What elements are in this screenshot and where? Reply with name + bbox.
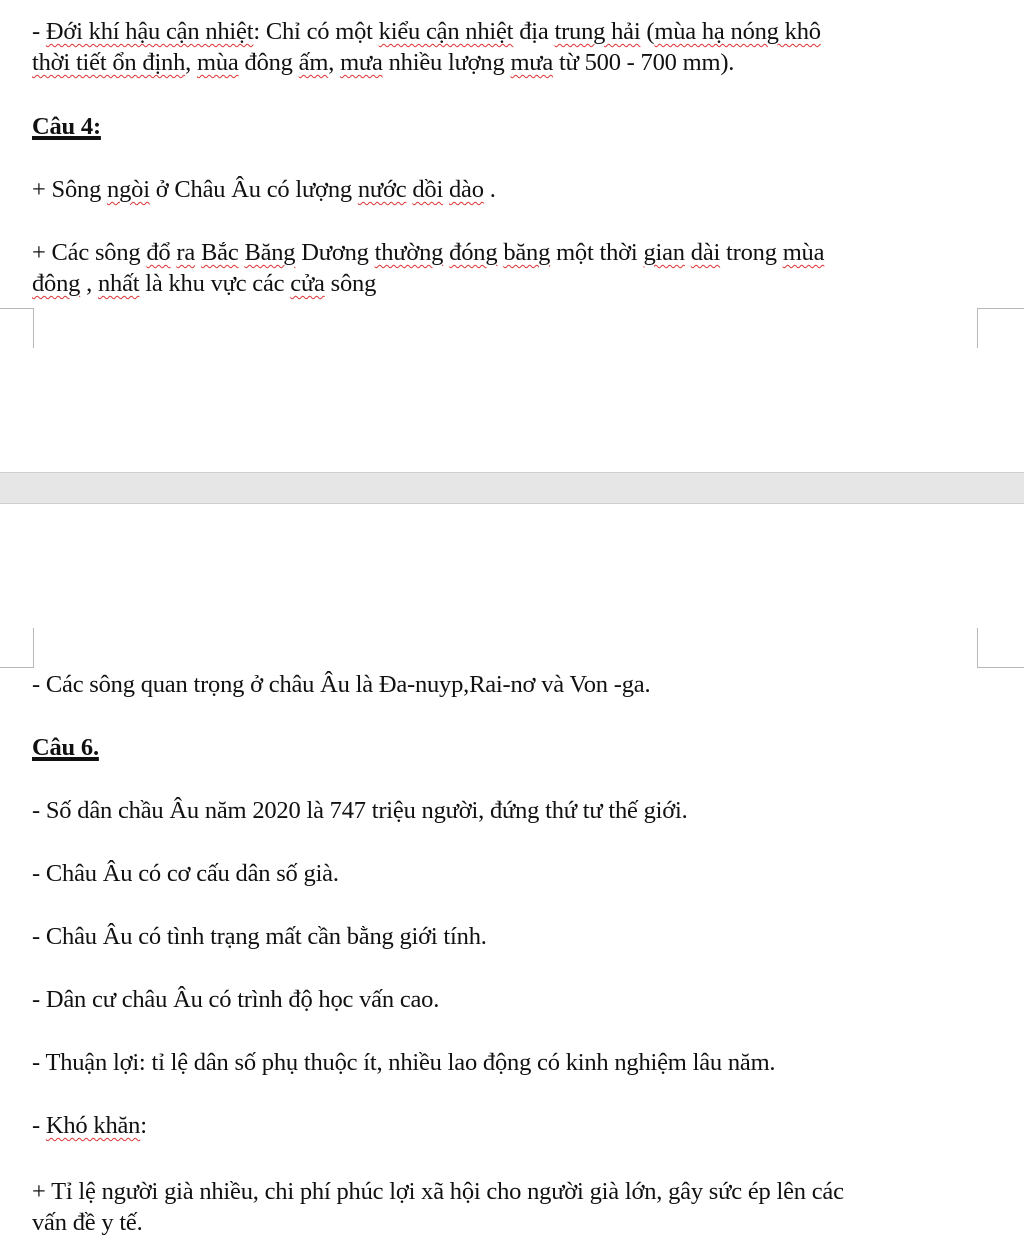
spellcheck-flagged-text[interactable]: trung hải: [554, 18, 641, 45]
spellcheck-flagged-text[interactable]: băng: [503, 239, 551, 266]
text-run: ,: [80, 270, 98, 297]
heading-question-6: [32, 732, 972, 763]
spellcheck-flagged-text[interactable]: Băng: [244, 239, 296, 266]
paragraph-advantages: - Thuận lợi: tỉ lệ dân số phụ thuộc ít, nhiều lao động có kinh nghiệm lâu năm.: [32, 1049, 776, 1076]
text-run: đông: [238, 49, 299, 76]
text-run: địa: [513, 18, 555, 45]
heading-text: Câu 6.: [32, 734, 99, 761]
spellcheck-flagged-text[interactable]: đổ: [146, 239, 171, 266]
spellcheck-flagged-text[interactable]: mùa hạ nóng khô: [654, 18, 821, 45]
crop-mark-top-right: [977, 628, 1024, 668]
spellcheck-flagged-text[interactable]: dài: [690, 239, 721, 266]
text-run: + Sông: [32, 176, 108, 203]
text-run: là khu vực các: [139, 270, 291, 297]
spellcheck-flagged-text[interactable]: đông: [32, 270, 81, 297]
page-break-separator: [0, 472, 1024, 504]
paragraph-important-rivers: - Các sông quan trọng ở châu Âu là Đa-nuyp,Rai-nơ và Von -ga.: [32, 671, 651, 698]
paragraph-difficulties: [32, 1110, 972, 1141]
text-run: .: [483, 176, 496, 203]
text-line: [32, 237, 972, 268]
spellcheck-flagged-text[interactable]: Bắc: [201, 239, 239, 266]
spellcheck-flagged-text[interactable]: Khó khăn: [45, 1112, 141, 1139]
spellcheck-flagged-text[interactable]: đóng: [449, 239, 498, 266]
text-run: -: [32, 1112, 46, 1139]
heading-question-4: [32, 111, 972, 142]
spellcheck-flagged-text[interactable]: mưa: [340, 49, 383, 76]
text-line: [32, 268, 972, 299]
text-line: + Tỉ lệ người già nhiều, chi phí phúc lợi xã hội cho người già lớn, gây sức ép lên các: [32, 1178, 844, 1205]
crop-mark-bottom-left: [0, 308, 34, 348]
spellcheck-flagged-text[interactable]: thời tiết ổn định: [32, 49, 186, 76]
spellcheck-flagged-text[interactable]: nước: [357, 176, 407, 203]
text-run: sông: [324, 270, 377, 297]
text-run: : Chỉ có một: [253, 18, 379, 45]
paragraph-elderly: [32, 1176, 972, 1238]
spellcheck-flagged-text[interactable]: cửa: [290, 270, 325, 297]
crop-mark-top-left: [0, 628, 34, 668]
text-run: từ 500 - 700 mm).: [553, 49, 735, 76]
heading-text: Câu 4:: [32, 113, 101, 140]
spellcheck-flagged-text[interactable]: ấm: [298, 49, 329, 76]
text-run: :: [140, 1112, 147, 1139]
text-run: ở Châu Âu có lượng: [149, 176, 358, 203]
spellcheck-flagged-text[interactable]: Đới khí hậu cận nhiệt: [45, 18, 254, 45]
spellcheck-flagged-text[interactable]: mưa: [510, 49, 554, 76]
text-line: [32, 47, 972, 78]
text-line: [32, 16, 972, 47]
spellcheck-flagged-text[interactable]: ngòi: [107, 176, 150, 203]
document-page-1: [0, 0, 1024, 472]
paragraph-education: - Dân cư châu Âu có trình độ học vấn cao.: [32, 986, 440, 1013]
spellcheck-flagged-text[interactable]: kiểu cận nhiệt: [378, 18, 514, 45]
spellcheck-flagged-text[interactable]: ra: [176, 239, 196, 266]
paragraph-river-ice: [32, 237, 972, 299]
text-run: một thời: [550, 239, 644, 266]
text-run: nhiều lượng: [382, 49, 511, 76]
paragraph-old-structure: - Châu Âu có cơ cấu dân số già.: [32, 860, 339, 887]
spellcheck-flagged-text[interactable]: dào: [449, 176, 484, 203]
spellcheck-flagged-text[interactable]: mùa: [782, 239, 825, 266]
spellcheck-flagged-text[interactable]: thường: [374, 239, 444, 266]
spellcheck-flagged-text[interactable]: nhất: [97, 270, 140, 297]
paragraph-population: - Số dân chầu Âu năm 2020 là 747 triệu người, đứng thứ tư thế giới.: [32, 797, 688, 824]
text-run: ,: [328, 49, 341, 76]
text-line: vấn đề y tế.: [32, 1209, 143, 1236]
text-run: + Các sông: [32, 239, 147, 266]
paragraph-gender-imbalance: - Châu Âu có tình trạng mất cần bằng giới tính.: [32, 923, 487, 950]
text-run: (: [640, 18, 655, 45]
crop-mark-bottom-right: [977, 308, 1024, 348]
document-page-2: [0, 504, 1024, 1256]
spellcheck-flagged-text[interactable]: dồi: [412, 176, 444, 203]
spellcheck-flagged-text[interactable]: gian: [643, 239, 685, 266]
spellcheck-flagged-text[interactable]: mùa: [197, 49, 239, 76]
text-run: trong: [720, 239, 783, 266]
text-run: Dương: [295, 239, 375, 266]
text-run: -: [32, 18, 46, 45]
paragraph-subtropical-climate: [32, 16, 972, 78]
text-run: ,: [185, 49, 198, 76]
paragraph-river-water: [32, 174, 972, 205]
